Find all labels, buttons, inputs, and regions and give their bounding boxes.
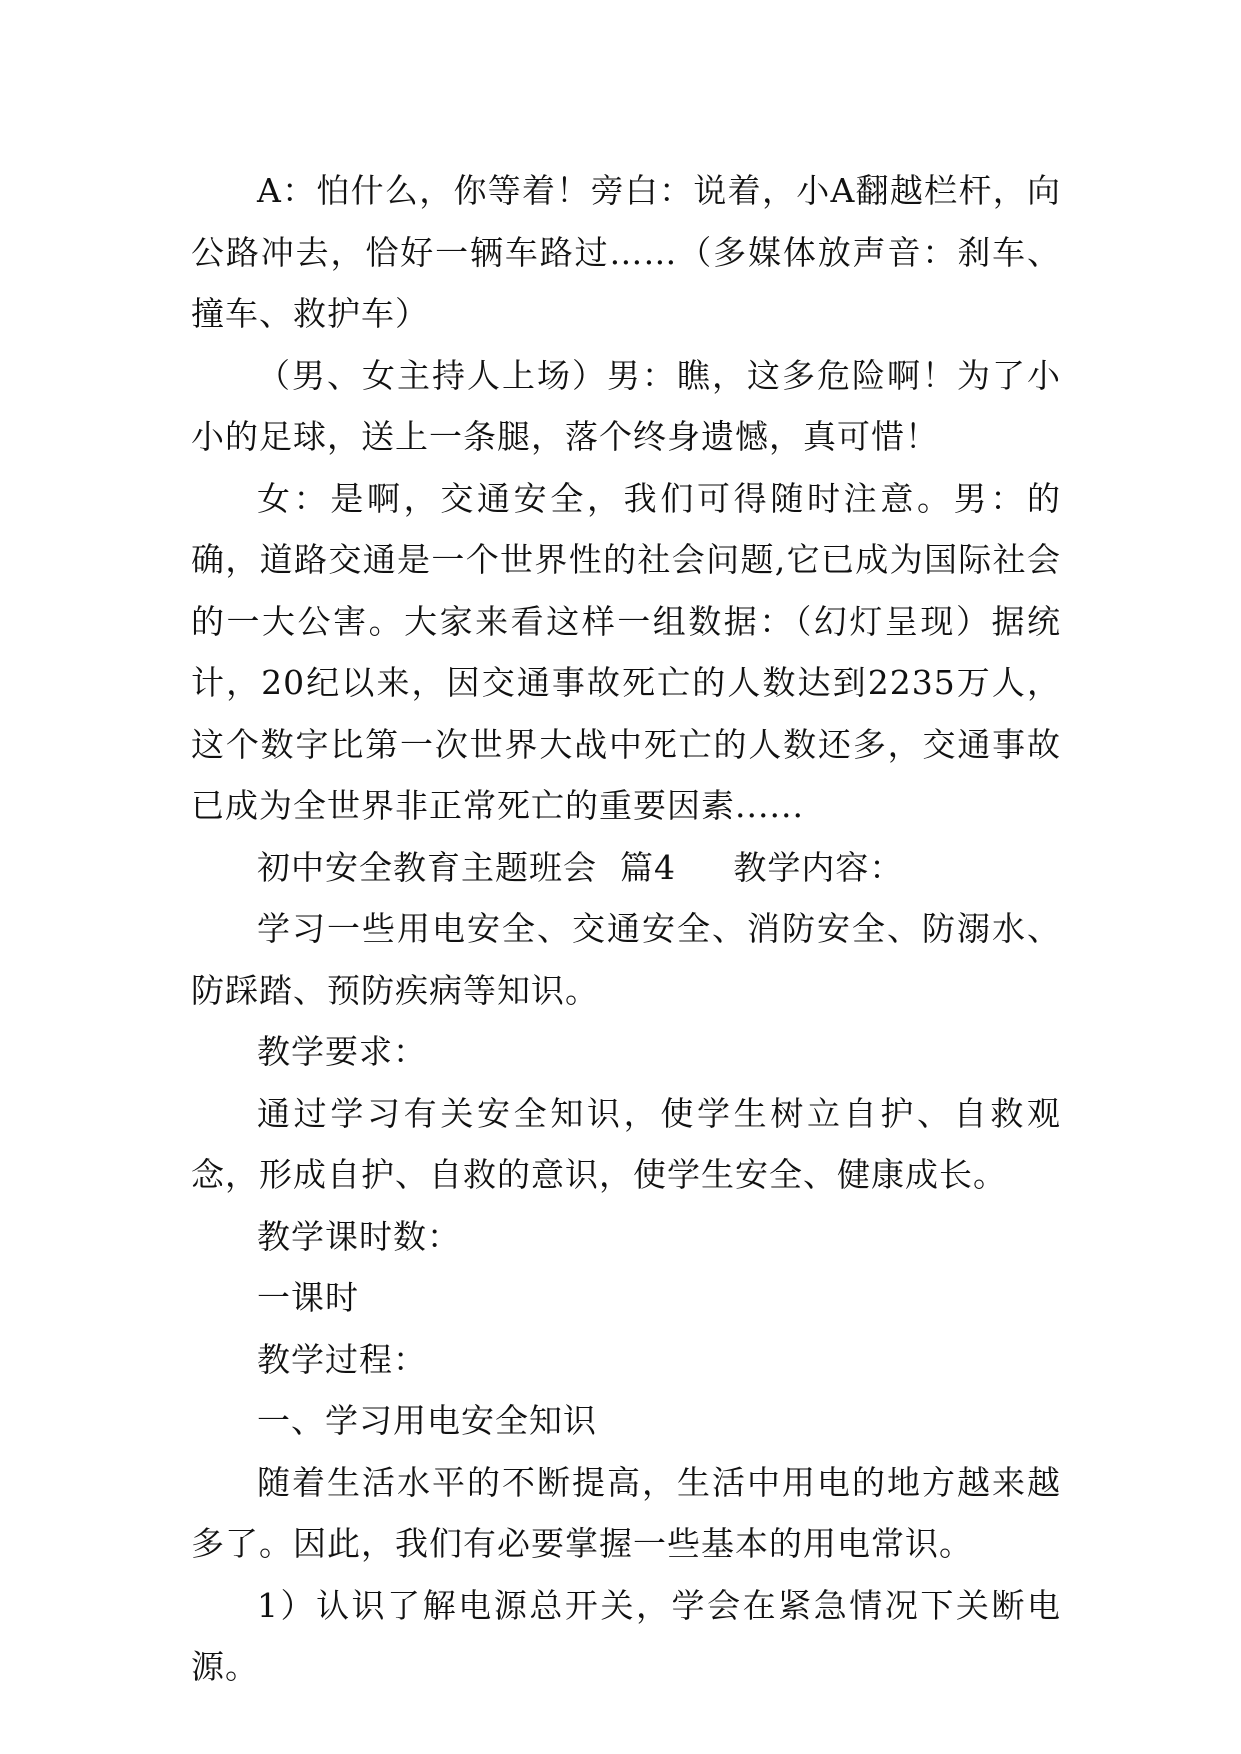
document-body xyxy=(191,160,1061,1698)
heading-class-hours: 教学课时数： xyxy=(257,1216,461,1256)
list-item-power-switch: 1）认识了解电源总开关，学会在紧急情况下关断电源。 xyxy=(191,1585,1061,1686)
paragraph-traffic-statistics: 女：是啊，交通安全，我们可得随时注意。男：的确，道路交通是一个世界性的社会问题,它已成为国际社会的一大公害。大家来看这样一组数据：（幻灯呈现）据统计，20纪以来，因交通事故死亡的人数达到2235万人，这个数字比第一次世界大战中死亡的人数还多，交通事故已成为全世界非正常死亡的重要因素...... xyxy=(191,478,1061,825)
heading-teaching-process: 教学过程： xyxy=(257,1339,427,1379)
paragraph-hosts-enter: （男、女主持人上场）男：瞧，这多危险啊！为了小小的足球，送上一条腿，落个终身遗憾，真可惜！ xyxy=(191,355,1061,456)
paragraph-dialogue-a: A：怕什么，你等着！旁白：说着，小A翻越栏杆，向公路冲去，恰好一辆车路过……（多媒体放声音：刹车、撞车、救护车） xyxy=(191,171,1061,333)
paragraph-teaching-requirements: 通过学习有关安全知识，使学生树立自护、自救观念，形成自护、自救的意识，使学生安全、健康成长。 xyxy=(191,1093,1061,1194)
section-heading-part4: 初中安全教育主题班会 篇4 教学内容： xyxy=(257,847,904,887)
paragraph-teaching-content: 学习一些用电安全、交通安全、消防安全、防溺水、防踩踏、预防疾病等知识。 xyxy=(191,909,1061,1010)
heading-electricity-safety: 一、学习用电安全知识 xyxy=(257,1401,597,1440)
heading-teaching-requirements: 教学要求： xyxy=(257,1032,427,1071)
paragraph-electricity-intro: 随着生活水平的不断提高，生活中用电的地方越来越多了。因此，我们有必要掌握一些基本的用电常识。 xyxy=(191,1462,1061,1563)
paragraph-class-hours: 一课时 xyxy=(257,1278,359,1317)
